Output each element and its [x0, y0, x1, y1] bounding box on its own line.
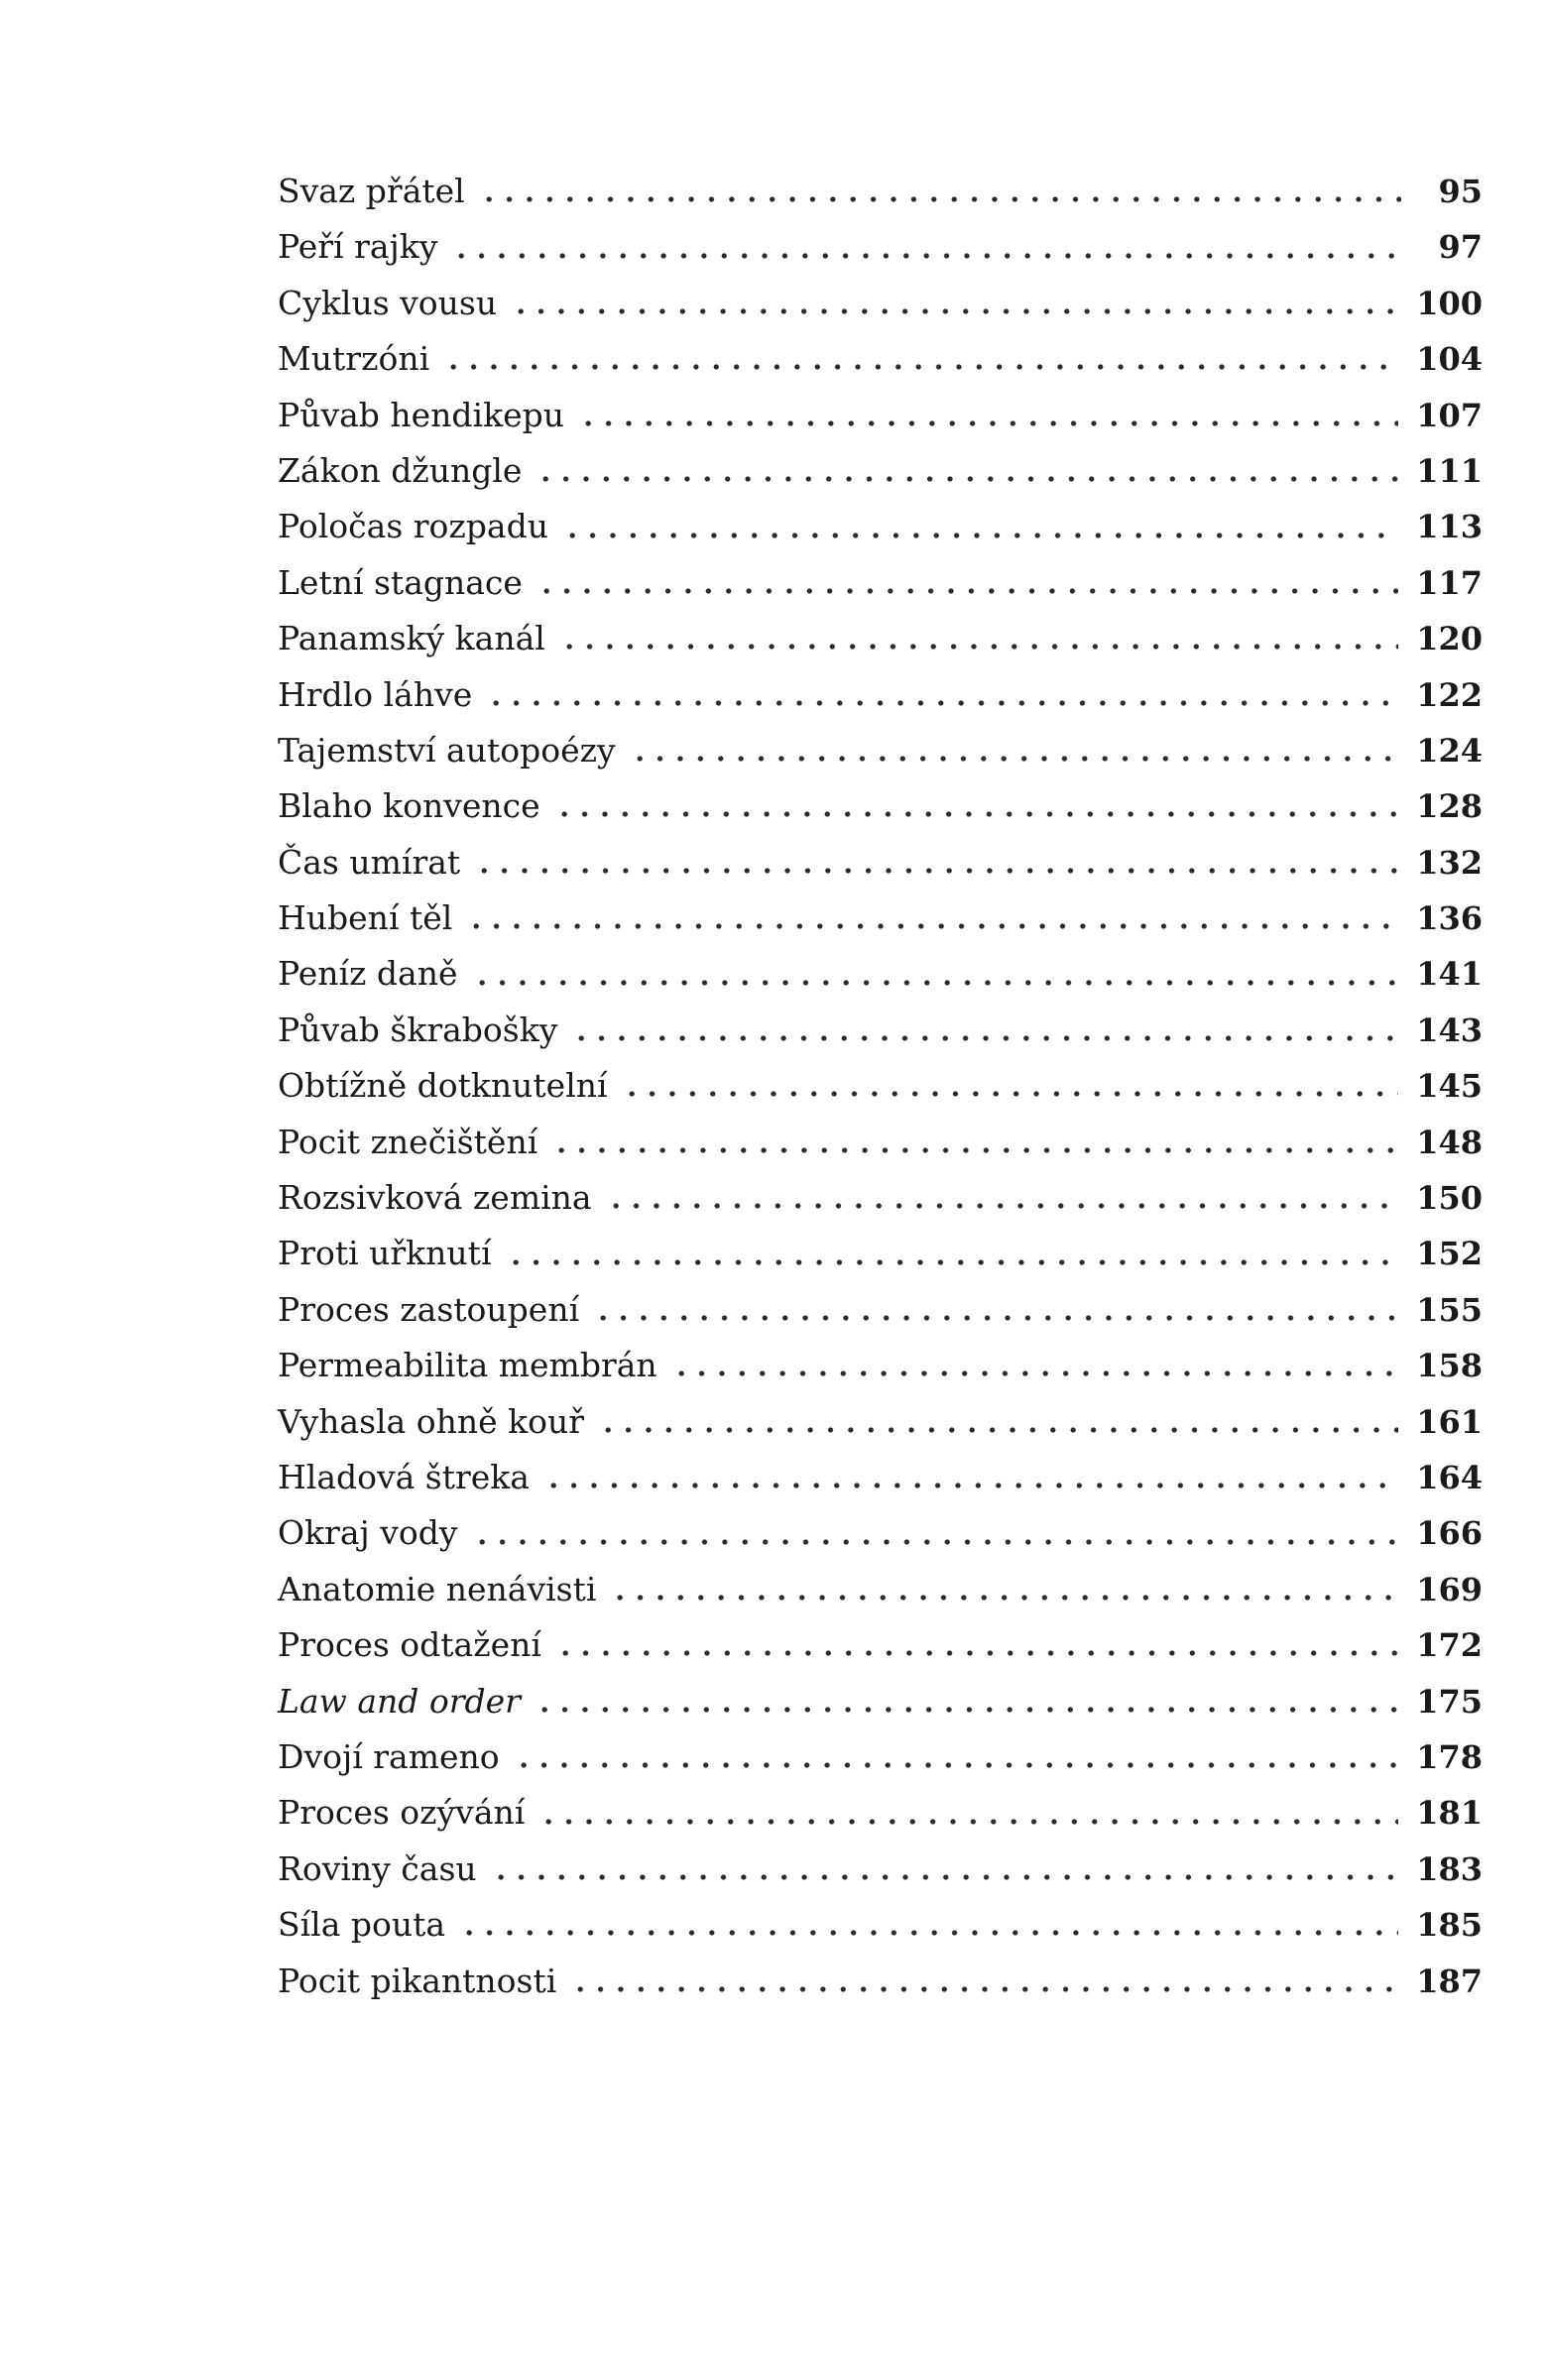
dot-leader — [554, 804, 1399, 824]
toc-entry-page-number: 161 — [1416, 1402, 1483, 1441]
dot-leader — [559, 637, 1398, 656]
toc-entry-page-number: 152 — [1416, 1235, 1483, 1273]
toc-entry — [278, 1003, 1483, 1058]
toc-entry-title: Zákon džungle — [278, 450, 523, 490]
toc-entry — [278, 835, 1483, 891]
toc-entry — [278, 946, 1483, 1002]
toc-entry-page-number: 143 — [1416, 1011, 1483, 1049]
toc-entry-title: Blaho konvence — [278, 786, 540, 826]
dot-leader — [479, 189, 1401, 209]
toc-entry-title: Hrdlo láhve — [278, 674, 473, 714]
toc-entry-page-number: 95 — [1438, 173, 1483, 210]
toc-entry — [278, 1674, 1483, 1729]
toc-entry — [278, 388, 1483, 443]
toc-entry-title: Hladová štreka — [278, 1457, 530, 1496]
dot-leader — [578, 414, 1398, 433]
dot-leader — [593, 1308, 1398, 1328]
toc-entry — [278, 219, 1483, 275]
dot-leader — [443, 357, 1398, 377]
toc-entry-title: Půvab škrabošky — [278, 1010, 558, 1049]
toc-entry-title: Peníz daně — [278, 954, 458, 994]
dot-leader — [630, 749, 1399, 769]
toc-entry-page-number: 117 — [1416, 563, 1483, 602]
toc-entry — [278, 499, 1483, 554]
toc-entry-title: Panamský kanál — [278, 619, 545, 658]
toc-entry-page-number: 181 — [1416, 1794, 1483, 1833]
toc-entry-page-number: 113 — [1416, 508, 1483, 546]
dot-leader — [486, 693, 1398, 713]
dot-leader — [511, 301, 1398, 321]
toc-entry — [278, 1450, 1483, 1505]
toc-entry — [278, 1954, 1483, 2009]
toc-entry-page-number: 178 — [1416, 1737, 1483, 1776]
dot-leader — [506, 1252, 1399, 1272]
toc-entry-page-number: 124 — [1416, 731, 1483, 770]
toc-entry — [278, 1170, 1483, 1226]
dot-leader — [606, 1196, 1399, 1216]
toc-entry-title: Pocit znečištění — [278, 1122, 538, 1161]
toc-entry-page-number: 136 — [1416, 899, 1483, 938]
dot-leader — [536, 581, 1398, 601]
toc-entry-title: Proti uřknutí — [278, 1234, 492, 1273]
toc-entry-title: Poločas rozpadu — [278, 507, 548, 546]
toc-entry-page-number: 104 — [1416, 340, 1483, 379]
toc-entry-page-number: 97 — [1438, 228, 1483, 267]
toc-entry — [278, 1058, 1483, 1114]
toc-entry-title: Proces zastoupení — [278, 1289, 580, 1329]
dot-leader — [472, 1532, 1399, 1552]
toc-entry-page-number: 187 — [1416, 1962, 1483, 2000]
toc-entry — [278, 891, 1483, 946]
dot-leader — [671, 1364, 1399, 1383]
toc-entry — [278, 164, 1483, 219]
toc-entry-title: Peří rajky — [278, 227, 438, 267]
dot-leader — [451, 246, 1401, 266]
dot-leader — [459, 1923, 1398, 1943]
toc-entry-page-number: 111 — [1416, 451, 1483, 490]
toc-entry — [278, 1842, 1483, 1897]
toc-entry-page-number: 132 — [1416, 843, 1483, 882]
toc-entry — [278, 1394, 1483, 1450]
toc-entry-page-number: 122 — [1416, 675, 1483, 714]
toc-entry-page-number: 150 — [1416, 1179, 1483, 1218]
dot-leader — [543, 1476, 1398, 1495]
toc-entry — [278, 778, 1483, 834]
toc-entry — [278, 1897, 1483, 1953]
dot-leader — [466, 916, 1398, 936]
dot-leader — [571, 1028, 1398, 1048]
dot-leader — [536, 469, 1398, 489]
dot-leader — [538, 1812, 1398, 1832]
toc-entry — [278, 276, 1483, 331]
toc-entry-title: Svaz přátel — [278, 172, 465, 210]
toc-entry — [278, 1282, 1483, 1338]
toc-entry-title: Půvab hendikepu — [278, 395, 565, 434]
dot-leader — [514, 1755, 1399, 1775]
dot-leader — [555, 1643, 1398, 1663]
toc-entry — [278, 1785, 1483, 1841]
toc-entry-title: Hubení těl — [278, 898, 453, 938]
toc-entry-page-number: 172 — [1416, 1626, 1483, 1665]
toc-entry-page-number: 164 — [1416, 1458, 1483, 1496]
dot-leader — [562, 526, 1398, 545]
toc-entry-title: Vyhasla ohně kouř — [278, 1401, 585, 1441]
toc-entry — [278, 1338, 1483, 1393]
toc-entry-page-number: 120 — [1416, 620, 1483, 658]
table-of-contents — [278, 164, 1483, 2009]
toc-entry — [278, 1226, 1483, 1281]
dot-leader — [570, 1979, 1398, 1999]
toc-entry-page-number: 185 — [1416, 1906, 1483, 1945]
toc-entry-title: Roviny času — [278, 1848, 477, 1888]
toc-entry — [278, 1505, 1483, 1561]
toc-entry-page-number: 175 — [1416, 1682, 1483, 1721]
toc-entry-title: Dvojí rameno — [278, 1736, 500, 1776]
toc-entry-title: Pocit pikantnosti — [278, 1961, 557, 2000]
toc-entry-title: Síla pouta — [278, 1905, 446, 1945]
toc-entry — [278, 1115, 1483, 1170]
toc-entry-title: Rozsivková zemina — [278, 1178, 592, 1218]
toc-entry-title: Proces ozývání — [278, 1793, 526, 1833]
toc-entry-page-number: 100 — [1416, 284, 1483, 322]
toc-entry-title: Permeabilita membrán — [278, 1346, 657, 1385]
toc-entry-title: Law and order — [278, 1681, 521, 1721]
dot-leader — [622, 1084, 1399, 1104]
dot-leader — [551, 1140, 1398, 1160]
toc-entry-page-number: 128 — [1416, 787, 1483, 826]
toc-entry-page-number: 169 — [1416, 1570, 1483, 1608]
toc-entry-page-number: 141 — [1416, 955, 1483, 994]
dot-leader — [474, 861, 1398, 881]
dot-leader — [610, 1588, 1398, 1607]
toc-entry-page-number: 145 — [1416, 1067, 1483, 1106]
toc-entry-page-number: 158 — [1416, 1347, 1483, 1385]
toc-entry-title: Okraj vody — [278, 1513, 458, 1553]
toc-entry — [278, 331, 1483, 387]
toc-entry-title: Mutrzóni — [278, 339, 430, 379]
toc-entry-page-number: 107 — [1416, 396, 1483, 434]
toc-entry-page-number: 166 — [1416, 1514, 1483, 1553]
toc-entry-title: Tajemství autopoézy — [278, 730, 616, 770]
toc-entry — [278, 1729, 1483, 1785]
toc-entry — [278, 555, 1483, 611]
toc-entry-title: Proces odtažení — [278, 1625, 541, 1665]
dot-leader — [472, 973, 1399, 993]
toc-entry — [278, 667, 1483, 723]
toc-entry — [278, 723, 1483, 778]
toc-entry — [278, 443, 1483, 499]
toc-entry — [278, 611, 1483, 666]
toc-entry-title: Anatomie nenávisti — [278, 1569, 597, 1608]
toc-entry-title: Cyklus vousu — [278, 283, 498, 322]
dot-leader — [535, 1700, 1398, 1720]
toc-entry-title: Obtížně dotknutelní — [278, 1066, 608, 1106]
toc-entry — [278, 1562, 1483, 1617]
toc-entry-title: Čas umírat — [278, 842, 461, 882]
dot-leader — [491, 1867, 1399, 1887]
dot-leader — [598, 1420, 1398, 1440]
toc-entry — [278, 1617, 1483, 1673]
toc-entry-title: Letní stagnace — [278, 562, 523, 602]
toc-entry-page-number: 148 — [1416, 1123, 1483, 1161]
toc-entry-page-number: 183 — [1416, 1849, 1483, 1888]
toc-entry-page-number: 155 — [1416, 1290, 1483, 1329]
